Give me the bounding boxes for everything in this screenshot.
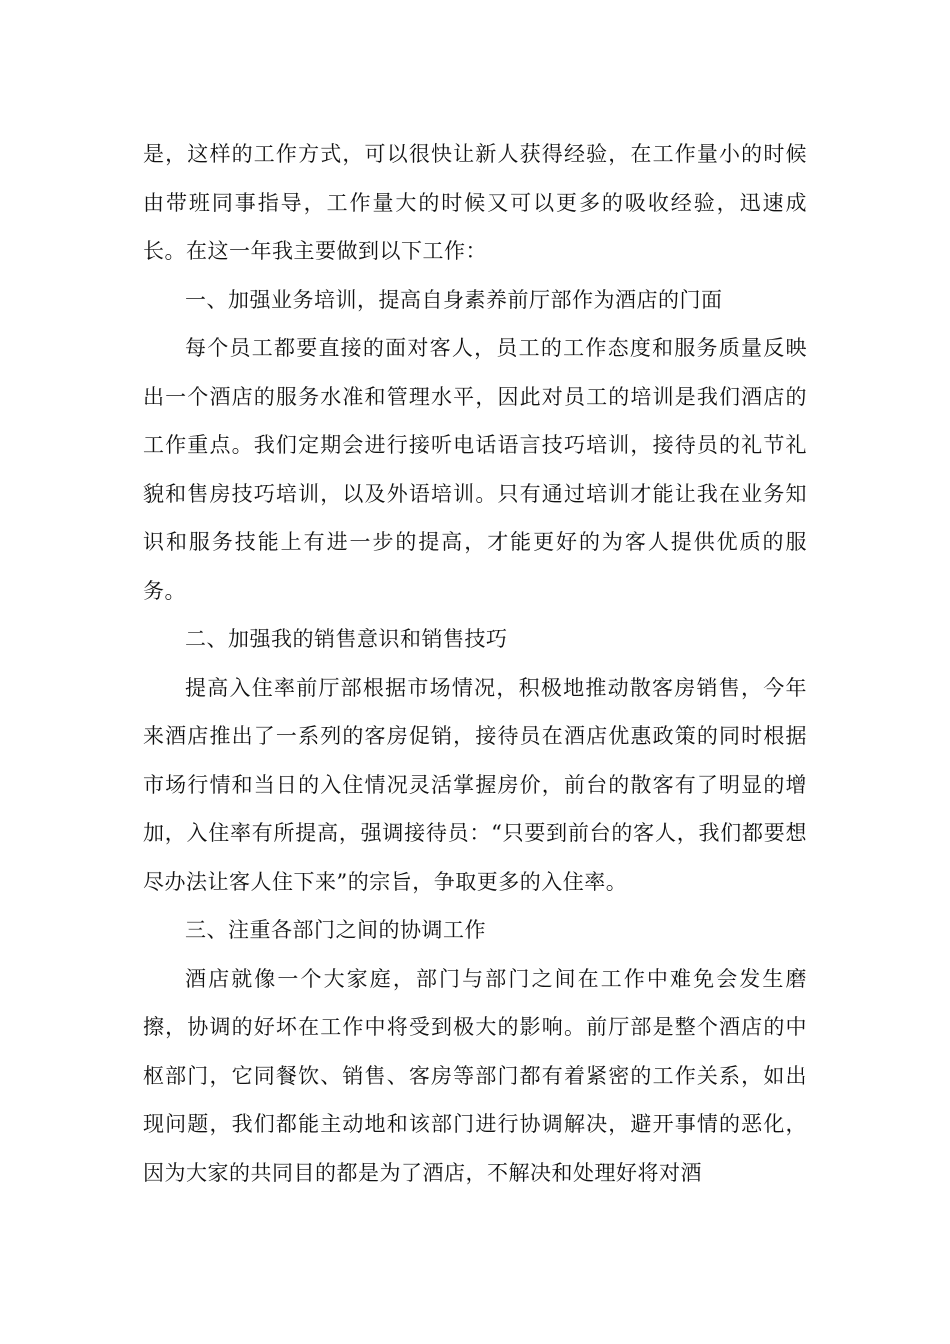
paragraph-intro-continued: 是，这样的工作方式，可以很快让新人获得经验，在工作量小的时候由带班同事指导，工作量大的时候又可以更多的吸收经验，迅速成长。在这一年我主要做到以下工作： bbox=[143, 142, 807, 263]
paragraph-section-2: 提高入住率前厅部根据市场情况，积极地推动散客房销售，今年来酒店推出了一系列的客房促销，接待员在酒店优惠政策的同时根据市场行情和当日的入住情况灵活掌握房价，前台的散客有了明显的增加，入住率有所提高，强调接待员：“只要到前台的客人，我们都要想尽办法让客人住下来”的宗旨，争取更多的入住率。 bbox=[143, 675, 807, 894]
paragraph-section-1: 每个员工都要直接的面对客人，员工的工作态度和服务质量反映出一个酒店的服务水准和管理水平，因此对员工的培训是我们酒店的工作重点。我们定期会进行接听电话语言技巧培训，接待员的礼节礼貌和售房技巧培训，以及外语培训。只有通过培训才能让我在业务知识和服务技能上有进一步的提高，才能更好的为客人提供优质的服务。 bbox=[143, 336, 807, 603]
section-heading-1: 一、加强业务培训，提高自身素养前厅部作为酒店的门面 bbox=[185, 287, 723, 312]
section-heading-3: 三、注重各部门之间的协调工作 bbox=[185, 918, 486, 942]
paragraph-section-3: 酒店就像一个大家庭，部门与部门之间在工作中难免会发生磨擦，协调的好坏在工作中将受到极大的影响。前厅部是整个酒店的中枢部门，它同餐饮、销售、客房等部门都有着紧密的工作关系，如出现问题，我们都能主动地和该部门进行协调解决，避开事情的恶化，因为大家的共同目的都是为了酒店，不解决和处理好将对酒 bbox=[143, 966, 807, 1185]
document-body bbox=[143, 130, 807, 1197]
section-heading-2: 二、加强我的销售意识和销售技巧 bbox=[185, 627, 508, 651]
